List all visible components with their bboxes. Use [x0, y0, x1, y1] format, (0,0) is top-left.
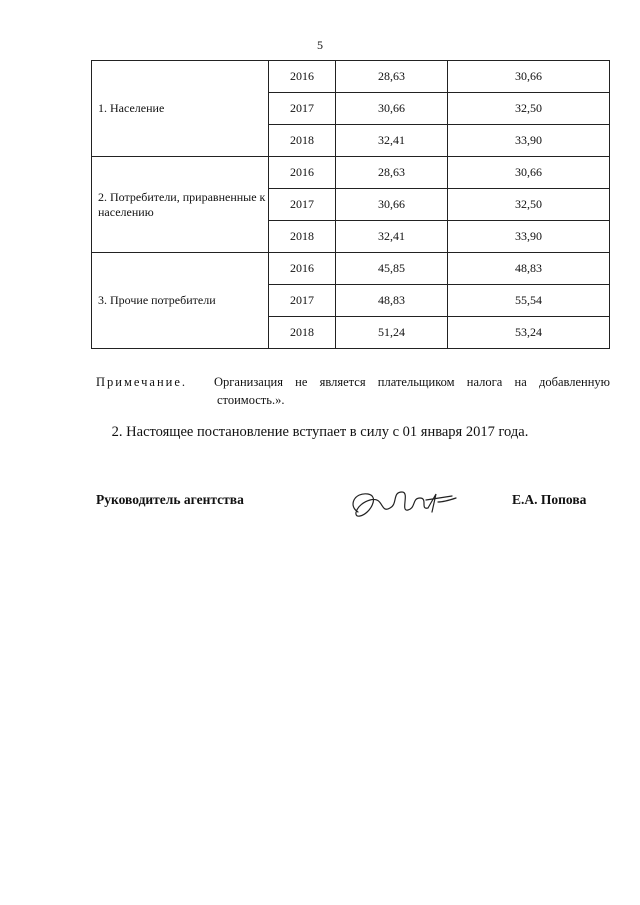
- year-cell: 2018: [269, 317, 336, 349]
- value-cell-1: 30,66: [336, 93, 448, 125]
- note-label: Примечание.: [96, 375, 188, 389]
- consumer-group-cell: 2. Потребители, приравненные к населению: [92, 157, 269, 253]
- note-text-line2: стоимость.».: [217, 393, 285, 407]
- signatory-role: Руководитель агентства: [96, 492, 244, 507]
- note-text-line1: Организация не является плательщиком налога на добавленную: [214, 375, 610, 389]
- value-cell-1: 28,63: [336, 61, 448, 93]
- table-row: [92, 61, 610, 93]
- value-cell-2: 33,90: [448, 221, 610, 253]
- year-cell: 2017: [269, 93, 336, 125]
- table-row: [92, 157, 610, 189]
- value-cell-2: 53,24: [448, 317, 610, 349]
- year-cell: 2016: [269, 61, 336, 93]
- value-cell-1: 28,63: [336, 157, 448, 189]
- value-cell-1: 48,83: [336, 285, 448, 317]
- value-cell-2: 48,83: [448, 253, 610, 285]
- table-row: [92, 253, 610, 285]
- year-cell: 2018: [269, 221, 336, 253]
- value-cell-2: 33,90: [448, 125, 610, 157]
- value-cell-1: 45,85: [336, 253, 448, 285]
- value-cell-1: 51,24: [336, 317, 448, 349]
- consumer-group-cell: 1. Население: [92, 61, 269, 157]
- value-cell-1: 32,41: [336, 125, 448, 157]
- value-cell-2: 32,50: [448, 189, 610, 221]
- clause-effective-date: 2. Настоящее постановление вступает в силу с 01 января 2017 года.: [111, 424, 529, 440]
- value-cell-1: 32,41: [336, 221, 448, 253]
- tariff-table: [91, 60, 610, 349]
- value-cell-2: 55,54: [448, 285, 610, 317]
- year-cell: 2018: [269, 125, 336, 157]
- year-cell: 2016: [269, 253, 336, 285]
- value-cell-2: 32,50: [448, 93, 610, 125]
- consumer-group-cell: 3. Прочие потребители: [92, 253, 269, 349]
- page-number: 5: [317, 38, 323, 52]
- value-cell-2: 30,66: [448, 61, 610, 93]
- signatory-name: Е.А. Попова: [512, 492, 587, 507]
- note: [96, 373, 610, 409]
- year-cell: 2017: [269, 189, 336, 221]
- value-cell-1: 30,66: [336, 189, 448, 221]
- handwritten-signature: [340, 478, 480, 528]
- year-cell: 2017: [269, 285, 336, 317]
- value-cell-2: 30,66: [448, 157, 610, 189]
- year-cell: 2016: [269, 157, 336, 189]
